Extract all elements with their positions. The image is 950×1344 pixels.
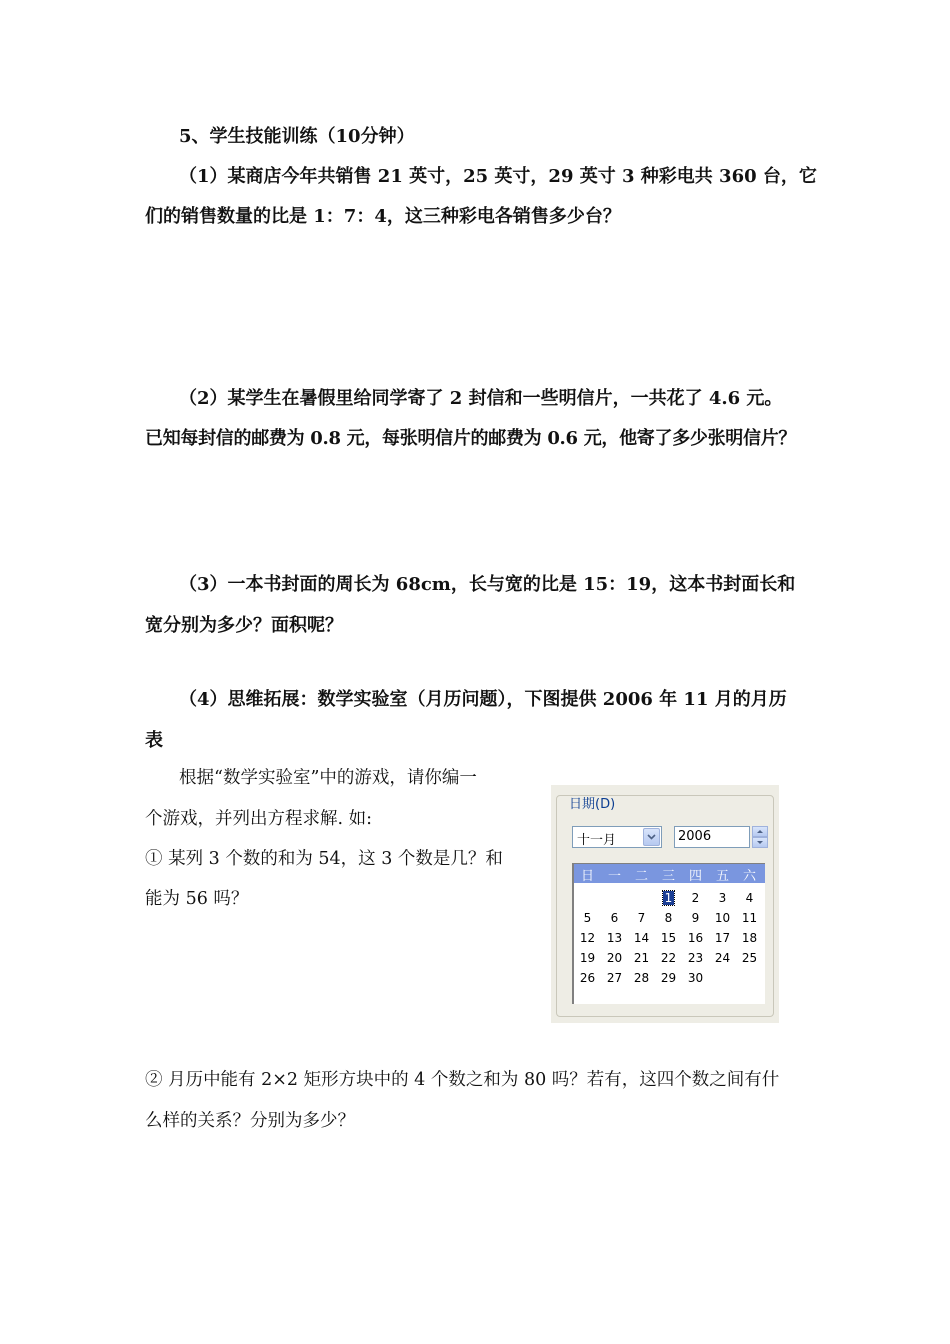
question-4-sub2-line-1: ② 月历中能有 2×2 矩形方块中的 4 个数之和为 80 吗？若有，这四个数之间有什 xyxy=(145,1070,780,1090)
calendar-month-grid xyxy=(572,863,765,1004)
calendar-day[interactable]: 16 xyxy=(687,931,704,945)
calendar-day[interactable]: 2 xyxy=(691,891,700,905)
calendar-day[interactable]: 22 xyxy=(660,951,677,965)
question-4-line-2: 表 xyxy=(145,730,163,751)
section-title: 5、学生技能训练（10分钟） xyxy=(179,126,415,147)
calendar-day[interactable]: 7 xyxy=(637,911,646,925)
weekday-label: 日 xyxy=(580,869,594,884)
month-dropdown-button[interactable] xyxy=(643,828,660,846)
calendar-day[interactable]: 12 xyxy=(579,931,596,945)
calendar-day[interactable]: 26 xyxy=(579,971,596,985)
question-4-body-line-1: 根据“数学实验室”中的游戏，请你编一 xyxy=(179,768,477,788)
question-3-line-2: 宽分别为多少？面积呢？ xyxy=(145,615,343,636)
weekday-label: 四 xyxy=(688,869,702,884)
calendar-day[interactable]: 10 xyxy=(714,911,731,925)
question-4-body-line-2: 个游戏，并列出方程求解. 如: xyxy=(145,809,373,829)
calendar-day[interactable]: 23 xyxy=(687,951,704,965)
question-3-line-1: （3）一本书封面的周长为 68cm，长与宽的比是 15：19，这本书封面长和 xyxy=(179,574,796,595)
calendar-day[interactable]: 24 xyxy=(714,951,731,965)
year-spinner[interactable] xyxy=(752,826,768,848)
calendar-day[interactable]: 25 xyxy=(741,951,758,965)
question-2-line-1: （2）某学生在暑假里给同学寄了 2 封信和一些明信片，一共花了 4.6 元。 xyxy=(179,388,783,409)
question-4-body-line-3: ① 某列 3 个数的和为 54，这 3 个数是几？和 xyxy=(145,849,503,869)
calendar-day[interactable]: 19 xyxy=(579,951,596,965)
question-1-line-1: （1）某商店今年共销售 21 英寸，25 英寸，29 英寸 3 种彩电共 360 台，它 xyxy=(179,166,817,187)
calendar-day[interactable]: 3 xyxy=(718,891,727,905)
calendar-day[interactable]: 4 xyxy=(745,891,754,905)
calendar-day[interactable]: 9 xyxy=(691,911,700,925)
calendar-day[interactable]: 1 xyxy=(664,891,673,905)
month-select-value: 十一月 xyxy=(577,833,617,848)
calendar-day[interactable]: 14 xyxy=(633,931,650,945)
calendar-day[interactable]: 5 xyxy=(583,911,592,925)
calendar-day[interactable]: 13 xyxy=(606,931,623,945)
weekday-label: 二 xyxy=(634,869,648,884)
calendar-day[interactable]: 20 xyxy=(606,951,623,965)
question-1-line-2: 们的销售数量的比是 1：7：4，这三种彩电各销售多少台？ xyxy=(145,206,621,227)
question-4-body-line-4: 能为 56 吗？ xyxy=(145,889,249,909)
weekday-label: 一 xyxy=(607,869,621,884)
calendar-day[interactable]: 21 xyxy=(633,951,650,965)
calendar-day[interactable]: 29 xyxy=(660,971,677,985)
calendar-day[interactable]: 6 xyxy=(610,911,619,925)
month-select[interactable] xyxy=(572,826,662,848)
year-down-button[interactable] xyxy=(752,837,768,848)
calendar-day[interactable]: 30 xyxy=(687,971,704,985)
question-2-line-2: 已知每封信的邮费为 0.8 元，每张明信片的邮费为 0.6 元，他寄了多少张明信片？ xyxy=(145,428,797,449)
calendar-day[interactable]: 17 xyxy=(714,931,731,945)
weekday-label: 三 xyxy=(661,869,675,884)
year-input-value: 2006 xyxy=(678,829,712,844)
calendar-day[interactable]: 11 xyxy=(741,911,758,925)
calendar-group-box xyxy=(556,795,774,1017)
calendar-day[interactable]: 27 xyxy=(606,971,623,985)
weekday-label: 六 xyxy=(742,869,756,884)
calendar-day[interactable]: 18 xyxy=(741,931,758,945)
calendar-day[interactable]: 8 xyxy=(664,911,673,925)
calendar-day[interactable]: 15 xyxy=(660,931,677,945)
question-4-line-1: （4）思维拓展：数学实验室（月历问题），下图提供 2006 年 11 月的月历 xyxy=(179,689,787,710)
calendar-widget xyxy=(551,785,779,1023)
question-4-sub2-line-2: 么样的关系？分别为多少？ xyxy=(145,1111,355,1131)
year-input[interactable] xyxy=(674,826,750,848)
calendar-group-label: 日期(D) xyxy=(566,797,618,813)
calendar-weekday-header xyxy=(574,864,765,883)
weekday-label: 五 xyxy=(715,869,729,884)
year-up-button[interactable] xyxy=(752,826,768,837)
calendar-day[interactable]: 28 xyxy=(633,971,650,985)
